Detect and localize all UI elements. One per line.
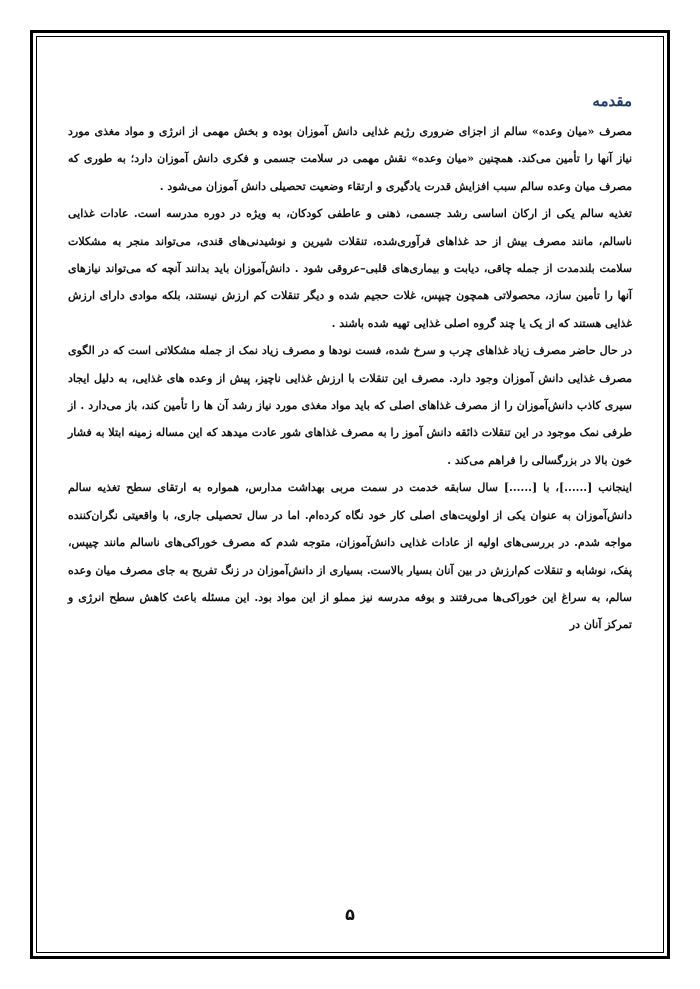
paragraph-4: اینجانب [......]، با [......] سال سابقه خدمت در سمت مربی بهداشت مدارس، همواره به ارتقای سطح تغذیه سالم دانش‌آموزان به عنوان یکی از اولویت‌های اصلی کار خود نگاه کرده‌ام. اما در سال تحصیلی جاری، با واقعیتی نگران‌کننده مواجه شدم. در بررسی‌های اولیه از عادات غذایی دانش‌آموزان، متوجه شدم که مصرف خوراکی‌های ناسالم مانند چیپس، پفک، نوشابه و تنقلات کم‌ارزش در بین آنان بسیار بالاست. بسیاری از دانش‌آموزان در زنگ تفریح به جای مصرف میان وعده سالم، به سراغ این خوراکی‌ها می‌رفتند و بوفه مدرسه نیز مملو از این مواد بود. این مسئله باعث کاهش سطح انرژی و تمرکز آنان در bbox=[68, 481, 632, 632]
paragraph-3: در حال حاضر مصرف زیاد غذاهای چرب و سرخ شده، فست نودها و مصرف زیاد نمک از جمله مشکلاتی است که در الگوی مصرف غذایی دانش آموزان وجود دارد. مصرف این تنقلات با ارزش غذایی ناچیز، پیش از وعده های غذایی، به دلیل ایجاد سیری کاذب دانش‌آموزان را از مصرف غذاهای اصلی که باید مواد مغذی مورد نیاز رشد آن ها را تأمین کند، باز می‌دارد . از طرفی نمک موجود در این تنقلات ذائقه دانش آموز را به مصرف غذاهای شور عادت میدهد که این مساله زمینه ابتلا به فشار خون بالا در بزرگسالی را فراهم می‌کند . bbox=[68, 344, 632, 467]
page-number: ۵ bbox=[345, 905, 355, 924]
document-body bbox=[68, 90, 632, 639]
paragraph-1: مصرف «میان وعده» سالم از اجزای ضروری رژیم غذایی دانش آموزان بوده و بخش مهمی از انرژی و مواد مغذی مورد نیاز آنها را تأمین می‌کند. همچنین «میان وعده» نقش مهمی در سلامت جسمی و فکری دانش آموزان دارد؛ به طوری که مصرف میان وعده سالم سبب افزایش قدرت یادگیری و ارتقاء وضعیت تحصیلی دانش آموزان می‌شود . bbox=[68, 125, 632, 193]
section-heading: مقدمه bbox=[592, 92, 632, 110]
paragraph-2: تغذیه سالم یکی از ارکان اساسی رشد جسمی، ذهنی و عاطفی کودکان، به ویژه در دوره مدرسه است. عادات غذایی ناسالم، مانند مصرف بیش از حد غذاهای فرآوری‌شده، تنقلات شیرین و نوشیدنی‌های قندی، می‌تواند منجر به مشکلات سلامت بلندمدت از جمله چاقی، دیابت و بیماری‌های قلبی–عروقی شود . دانش‌آموزان باید بدانند آنچه که می‌تواند نیازهای آنها را تأمین سازد، محصولاتی همچون چیپس، غلات حجیم شده و دیگر تنقلات کم ارزش نیستند، بلکه موادی دارای ارزش غذایی هستند که از یک یا چند گروه اصلی غذایی تهیه شده باشند . bbox=[68, 207, 632, 330]
